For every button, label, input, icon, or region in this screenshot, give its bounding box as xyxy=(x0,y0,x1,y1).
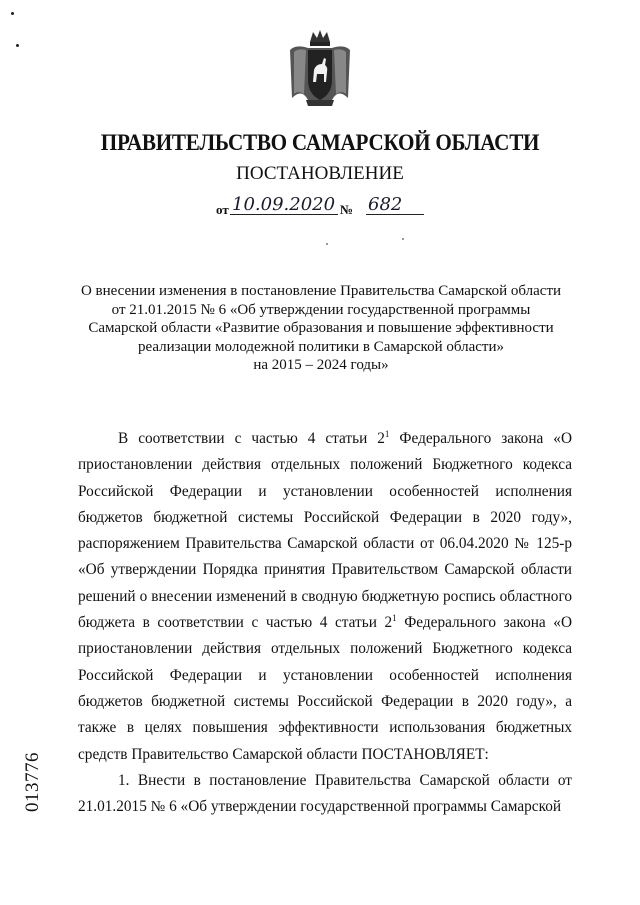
handwritten-number: 682 xyxy=(368,194,403,215)
resolution-title xyxy=(76,282,566,375)
clause-paragraph: 1. Внести в постановление Правительства Самарской области от 21.01.2015 № 6 «Об утверждении государственной программы Самарской xyxy=(78,771,572,816)
date-number-line xyxy=(216,196,436,218)
preamble-paragraph xyxy=(78,426,572,768)
scan-speck xyxy=(11,12,14,15)
title-line: от 21.01.2015 № 6 «Об утверждении государственной программы xyxy=(111,301,531,318)
scan-speck xyxy=(326,243,328,245)
title-line: О внесении изменения в постановление Правительства Самарской области xyxy=(80,283,562,299)
title-line: на 2015 – 2024 годы» xyxy=(253,357,389,373)
coat-of-arms-emblem xyxy=(286,28,354,108)
title-line: реализации молодежной политики в Самарской области» xyxy=(138,338,504,355)
date-prefix-label: от xyxy=(216,202,229,217)
superscript: 1 xyxy=(392,613,397,624)
preamble-text: В соответствии с частью 4 статьи 2 xyxy=(118,430,385,447)
scan-speck xyxy=(16,44,19,47)
preamble-text: Федерального закона «О приостановлении действия отдельных положений Бюджетного кодекса Российской Федерации и установлении особенностей исполнения бюджетов бюджетной системы Российской Федерации в 2020 году», распоряжением Правительства Самарской области от 06.04.2020 № 125-р «Об утверждении Порядка принятия Правительством Самарской области решений о внесении изменений в сводную бюджетную роспись областного бюджета в соответствии с частью 4 статьи 2 xyxy=(78,430,572,632)
superscript: 1 xyxy=(384,429,390,439)
preamble-text: Федерального закона «О приостановлении действия отдельных положений Бюджетного кодекса Российской Федерации и установлении особенностей исполнения бюджетов бюджетной системы Российской Федерации в 2020 году», а также в целях повышения эффективности использования бюджетных средств Правительство Самарской области ПОСТАНОВЛЯЕТ: xyxy=(78,614,573,763)
handwritten-date: 10.09.2020 xyxy=(232,194,336,215)
title-line: Самарской области «Развитие образования и повышение эффективности xyxy=(88,320,554,336)
scan-speck xyxy=(402,238,404,240)
resolution-body xyxy=(78,426,572,820)
document-type-heading: ПОСТАНОВЛЕНИЕ xyxy=(236,163,404,184)
number-prefix-label: № xyxy=(340,202,354,217)
organization-heading: ПРАВИТЕЛЬСТВО САМАРСКОЙ ОБЛАСТИ xyxy=(100,130,540,155)
margin-serial-stamp: 013776 xyxy=(22,752,43,812)
